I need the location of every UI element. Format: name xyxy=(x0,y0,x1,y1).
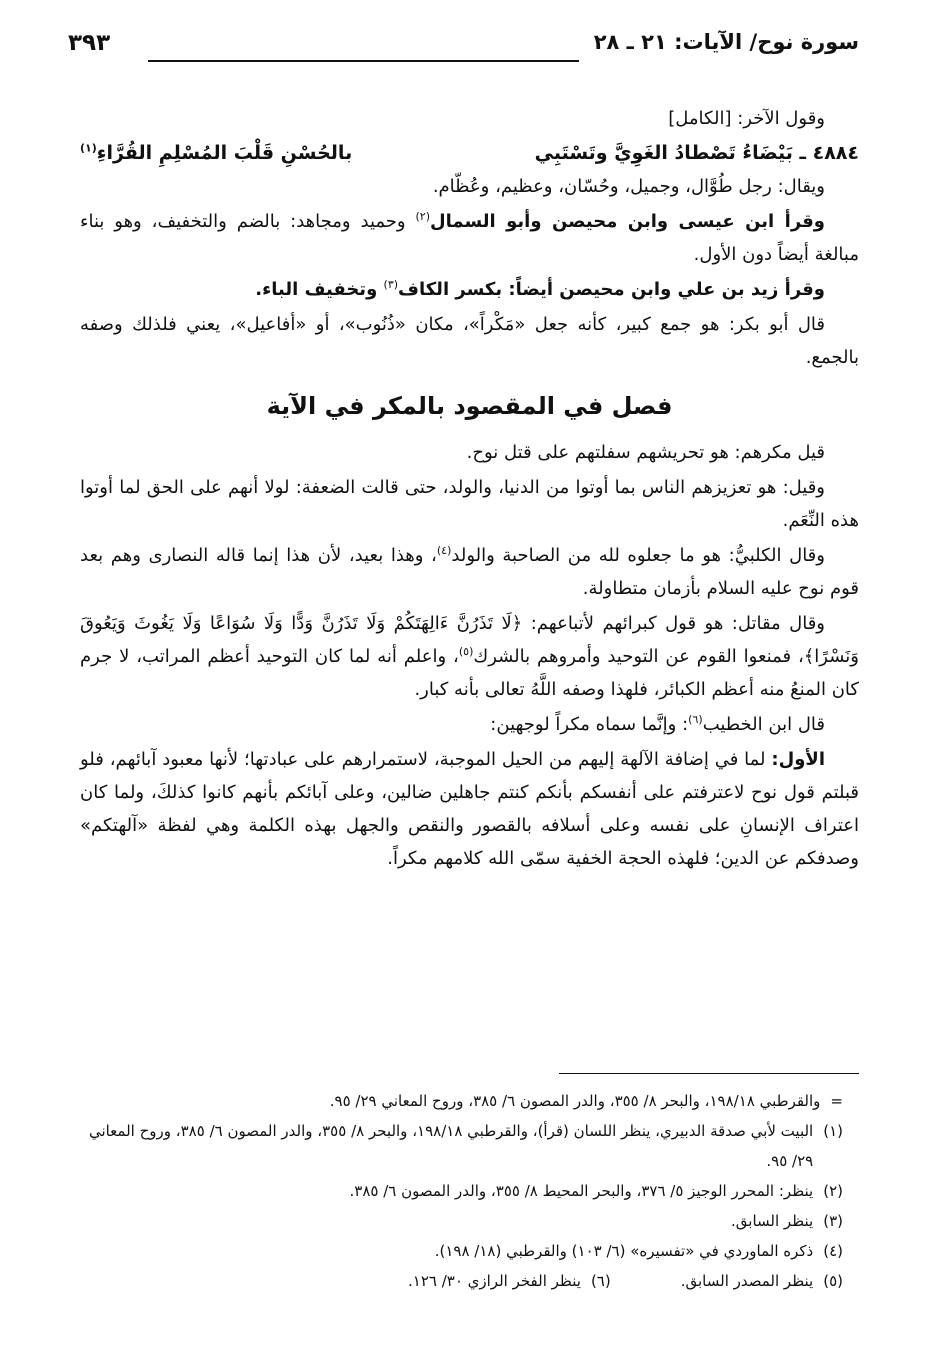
main-text xyxy=(80,102,859,877)
paragraph: قال أبو بكر: هو جمع كبير، كأنه جعل «مَكْراً»، مكان «ذُنُوب»، أو «أفاعيل»، يعني فلذلك وصفه بالجمع. xyxy=(80,314,859,368)
poem-verse xyxy=(80,137,859,170)
paragraph: الأول: لما في إضافة الآلهة إليهم من الحيل الموجبة، لاستمرارهم على عبادتها؛ لأنها معبود آبائهم، فلو قبلتم قول نوح لاعترفتم على أنفسكم بأنكم كنتم جاهلين ضالين، وعلى آبائكم بأنهم كانوا كذلكَ، ولما كان اعتراف الإنسانِ على نفسه وعلى أسلافه بالقصور والنقص والجهل بهذه الكلمة وهي لفظة «آلهتكم» وصدفكم عن الدين؛ فلهذه الحجة الخفية سمّى الله كلامهم مكراً. xyxy=(80,749,859,869)
paragraph: قيل مكرهم: هو تحريشهم سفلتهم على قتل نوح. xyxy=(466,442,825,463)
paragraph: قال ابن الخطيب$^{(٦)}$: وإنَّما سماه مكراً لوجهين: xyxy=(490,713,825,735)
footnote: (١) البيت لأبي صدقة الدبيري، ينظر اللسان (قرأ)، والقرطبي ١٩٨/١٨، والبحر ٨/ ٣٥٥، والدر المصون ٦/ ٣٨٥، وروح المعاني ٢٩/ ٩٥. xyxy=(88,1122,843,1170)
footnote-ref: (٤) xyxy=(436,544,452,557)
paragraph: وقرأ ابن عيسى وابن محيصن وأبو السمال$^{(٢)}$ وحميد ومجاهد: بالضم والتخفيف، وهو بناء مبالغة أيضاً دون الأول. xyxy=(80,210,859,265)
footnote: (٢) ينظر: المحرر الوجيز ٥/ ٣٧٦، والبحر المحيط ٨/ ٣٥٥، والدر المصون ٦/ ٣٨٥. xyxy=(349,1182,843,1200)
footnote: (٤) ذكره الماوردي في «تفسيره» (٦/ ١٠٣) والقرطبي (١٨/ ١٩٨). xyxy=(434,1242,843,1260)
surah-title: سورة نوح/ الآيات: ٢١ ـ ٢٨ xyxy=(593,30,859,54)
footnotes xyxy=(80,1086,843,1296)
paragraph: ويقال: رجل طُوَّال، وجميل، وحُسّان، وعظيم، وعُظّام. xyxy=(432,176,825,197)
paragraph: وقال مقاتل: هو قول كبرائهم لأتباعهم: ﴿لَا تَذَرُنَّ ءَالِهَتَكُمْ وَلَا تَذَرُنَّ وَدًّا وَلَا سُوَاعًا وَلَا يَغُوثَ وَيَعُوقَ وَنَسْرًا﴾، فمنعوا القوم عن التوحيد وأمروهم بالشرك$^{(٥)}$، واعلم أنه لما كان التوحيد أعظم المراتب، لا جرم كان المنعُ منه أعظم الكبائر، فلهذا وصفه اللَّهُ تعالى بأنه كبار. xyxy=(80,613,859,700)
footnote-ref: (٦) xyxy=(688,713,703,726)
page-header xyxy=(68,30,859,70)
page-number: ٣٩٣ xyxy=(68,30,111,56)
poem-number: ٤٨٨٤ ـ xyxy=(799,142,859,164)
poem-hemistich-left: بالحُسْنِ قَلْبَ المُسْلِمِ القُرَّاءِ$^{(١)}$ xyxy=(80,141,353,164)
section-heading: فصل في المقصود بالمكر في الآية xyxy=(266,392,673,420)
paragraph: وقال الكلبيُّ: هو ما جعلوه لله من الصاحبة والولد$^{(٤)}$، وهذا بعيد، لأن هذا إنما قاله النصارى وهم بعد قوم نوح عليه السلام بأزمان متطاولة. xyxy=(80,544,859,599)
paragraph: وقيل: هو تعزيزهم الناس بما أوتوا من الدنيا، والولد، حتى قالت الضعفة: لولا أنهم على الحق لما أوتوا هذه النِّعَم. xyxy=(80,477,859,531)
header-rule xyxy=(148,60,579,62)
footnote: (٦) ينظر الفخر الرازي ٣٠/ ١٢٦. xyxy=(407,1272,611,1290)
footnote-ref: (٣) xyxy=(383,278,399,291)
footnote: (٣) ينظر السابق. xyxy=(731,1212,843,1230)
paragraph: وقرأ زيد بن علي وابن محيصن أيضاً: بكسر الكاف$^{(٣)}$ وتخفيف الباء. xyxy=(255,278,825,300)
footnote-ref: (٢) xyxy=(415,210,430,223)
footnote-divider xyxy=(559,1073,859,1074)
poem-hemistich-right: ٤٨٨٤ ـ بَيْضَاءُ تَصْطادُ الغَوِيَّ وتَسْتَبِي xyxy=(534,142,859,164)
paragraph: وقول الآخر: [الكامل] xyxy=(668,108,825,129)
footnote: (٥) ينظر المصدر السابق. xyxy=(680,1272,843,1290)
footnote-ref: (١) xyxy=(80,141,97,155)
footnote-row xyxy=(80,1266,843,1296)
footnote-ref: (٥) xyxy=(458,645,474,658)
footnote: = والقرطبي ١٩٨/١٨، والبحر ٨/ ٣٥٥، والدر المصون ٦/ ٣٨٥، وروح المعاني ٢٩/ ٩٥. xyxy=(329,1092,843,1110)
